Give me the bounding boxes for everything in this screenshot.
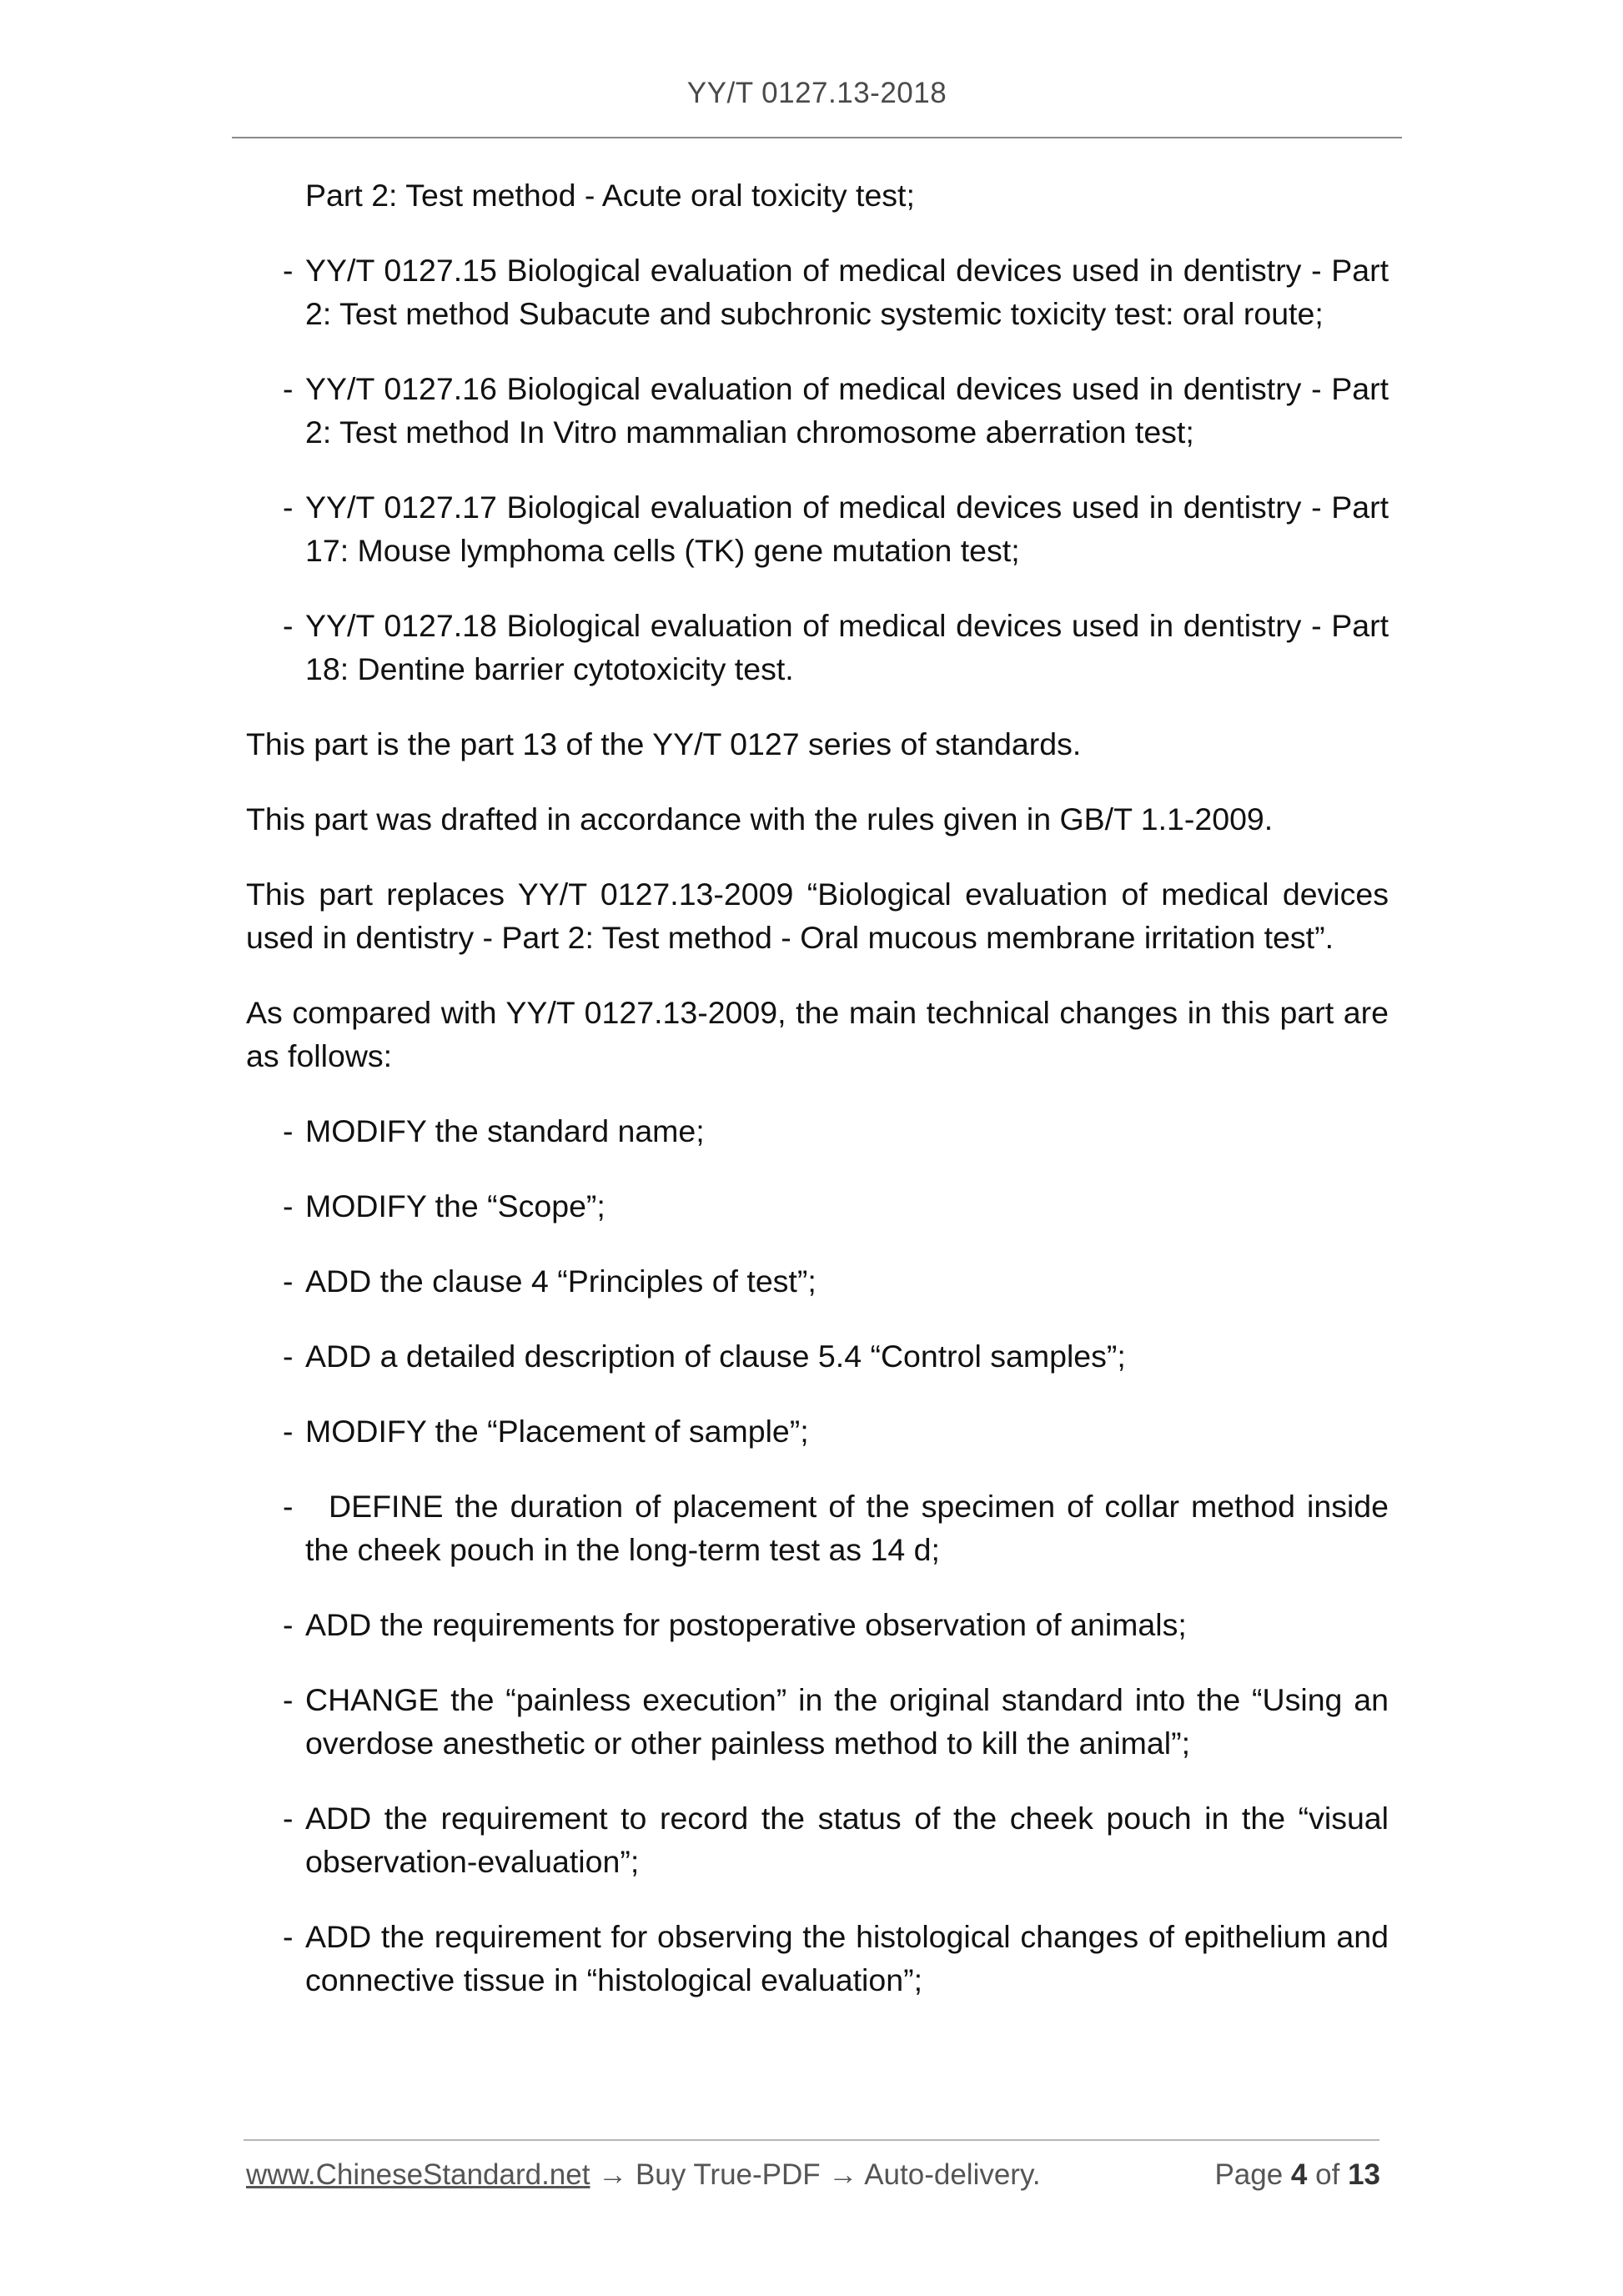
list-item-text: DEFINE the duration of placement of the specimen of collar method inside the cheek pouch in the long-term test as 14 d; bbox=[305, 1489, 1389, 1567]
list-dash: - bbox=[283, 608, 294, 643]
page-label: Page bbox=[1214, 2158, 1284, 2191]
change-list-item bbox=[246, 1796, 1389, 1883]
change-list-item bbox=[246, 1915, 1389, 2002]
list-dash: - bbox=[283, 1113, 294, 1148]
list-item-text: ADD a detailed description of clause 5.4 “Control samples”; bbox=[305, 1339, 1126, 1374]
list-item-text: YY/T 0127.15 Biological evaluation of medical devices used in dentistry - Part 2: Test method Subacute and subchronic systemic toxicity test: oral route; bbox=[305, 253, 1389, 331]
paragraph-replaces: This part replaces YY/T 0127.13-2009 “Biological evaluation of medical devices used in dentistry - Part 2: Test method - Oral mucous membrane irritation test”. bbox=[246, 877, 1389, 955]
change-list-item bbox=[246, 1603, 1389, 1646]
delivery-text: Auto-delivery. bbox=[864, 2158, 1041, 2191]
change-list-item bbox=[246, 1334, 1389, 1378]
change-list-item bbox=[246, 1109, 1389, 1153]
series-list-item bbox=[246, 485, 1389, 572]
change-list-item bbox=[246, 1184, 1389, 1228]
page-indicator bbox=[1214, 2158, 1380, 2192]
change-list-item bbox=[246, 1678, 1389, 1765]
footer-divider bbox=[244, 2139, 1379, 2141]
list-dash: - bbox=[283, 1264, 294, 1299]
list-dash: - bbox=[283, 1919, 294, 1954]
list-item-text: YY/T 0127.16 Biological evaluation of medical devices used in dentistry - Part 2: Test method In Vitro mammalian chromosome aberration test; bbox=[305, 371, 1389, 450]
list-item-text: ADD the requirement to record the status of the cheek pouch in the “visual observation-evaluation”; bbox=[305, 1801, 1389, 1879]
page-current: 4 bbox=[1290, 2158, 1308, 2191]
list-item-text: ADD the requirements for postoperative observation of animals; bbox=[305, 1607, 1187, 1642]
paragraph-part-number: This part is the part 13 of the YY/T 0127 series of standards. bbox=[246, 726, 1082, 761]
paragraph-drafting-rules: This part was drafted in accordance with the rules given in GB/T 1.1-2009. bbox=[246, 801, 1274, 837]
list-dash: - bbox=[283, 1607, 294, 1642]
series-list-item bbox=[246, 367, 1389, 454]
arrow-right-icon: → bbox=[598, 2158, 628, 2191]
list-item-text: MODIFY the “Placement of sample”; bbox=[305, 1414, 809, 1449]
buy-text: Buy True-PDF bbox=[635, 2158, 821, 2191]
list-dash: - bbox=[283, 1414, 294, 1449]
arrow-right-icon: → bbox=[828, 2158, 858, 2191]
series-list-item bbox=[246, 604, 1389, 691]
paragraph-technical-changes: As compared with YY/T 0127.13-2009, the main technical changes in this part are as follows: bbox=[246, 995, 1389, 1073]
list-dash: - bbox=[283, 1339, 294, 1374]
list-item-text: CHANGE the “painless execution” in the original standard into the “Using an overdose anesthetic or other painless method to kill the animal”; bbox=[305, 1682, 1389, 1761]
list-item-text: YY/T 0127.17 Biological evaluation of medical devices used in dentistry - Part 17: Mouse lymphoma cells (TK) gene mutation test; bbox=[305, 490, 1389, 568]
change-list-item bbox=[246, 1409, 1389, 1453]
list-item-text: MODIFY the standard name; bbox=[305, 1113, 705, 1148]
list-continuation: Part 2: Test method - Acute oral toxicity test; bbox=[305, 178, 915, 213]
list-dash: - bbox=[283, 371, 294, 406]
change-list-item bbox=[246, 1485, 1389, 1571]
list-item-text: MODIFY the “Scope”; bbox=[305, 1188, 605, 1223]
change-list-item bbox=[246, 1259, 1389, 1303]
page-of-label: of bbox=[1315, 2158, 1340, 2191]
list-dash: - bbox=[283, 1801, 294, 1836]
list-dash: - bbox=[283, 1682, 294, 1717]
list-item-text: YY/T 0127.18 Biological evaluation of medical devices used in dentistry - Part 18: Dentine barrier cytotoxicity test. bbox=[305, 608, 1389, 686]
list-dash: - bbox=[283, 253, 294, 288]
list-item-text: ADD the clause 4 “Principles of test”; bbox=[305, 1264, 817, 1299]
list-dash: - bbox=[283, 1489, 294, 1524]
list-dash: - bbox=[283, 490, 294, 525]
series-list-item bbox=[246, 249, 1389, 335]
document-body bbox=[246, 173, 1389, 2033]
list-dash: - bbox=[283, 1188, 294, 1223]
page-footer bbox=[246, 2158, 1380, 2192]
page-total: 13 bbox=[1348, 2158, 1380, 2191]
list-item-text: ADD the requirement for observing the histological changes of epithelium and connective tissue in “histological evaluation”; bbox=[305, 1919, 1389, 1997]
page-header-title: YY/T 0127.13-2018 bbox=[686, 77, 947, 109]
header-divider bbox=[232, 137, 1402, 138]
website-link[interactable]: www.ChineseStandard.net bbox=[246, 2158, 590, 2191]
